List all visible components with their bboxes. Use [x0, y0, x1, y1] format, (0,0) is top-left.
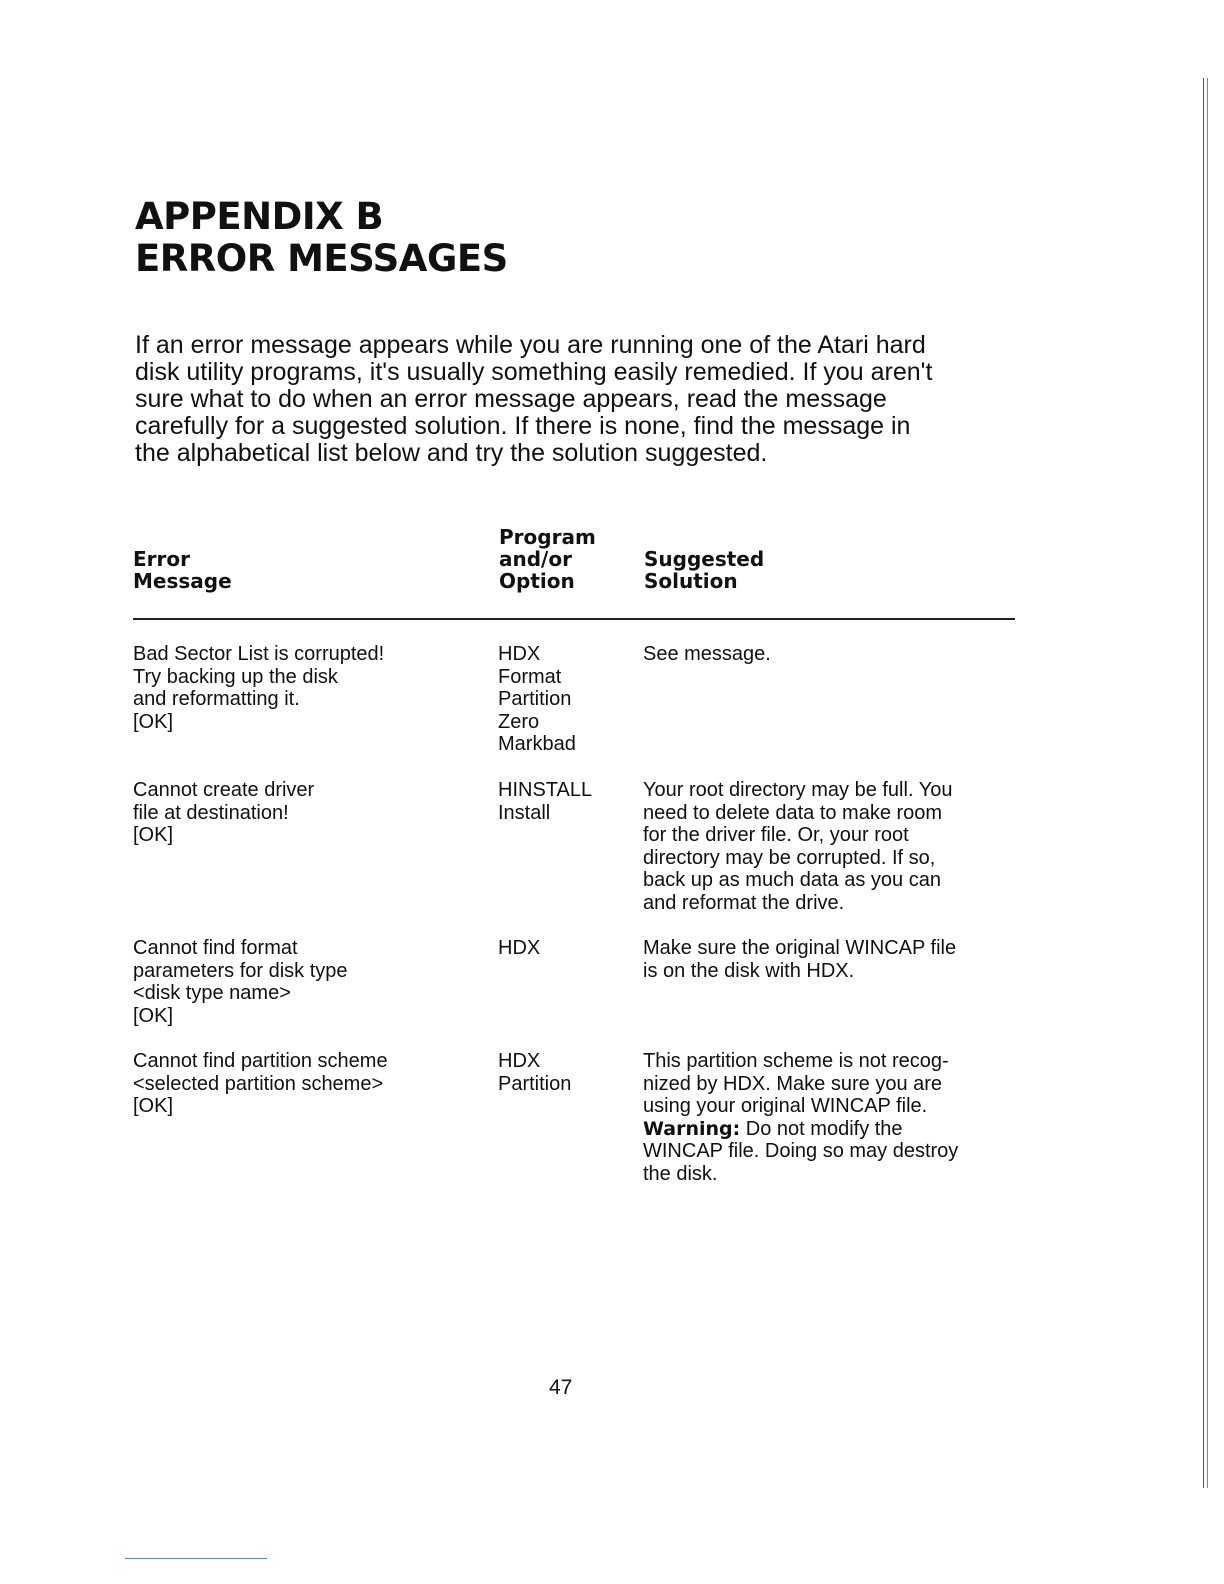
cell-line: using your original WINCAP file.	[643, 1095, 928, 1117]
cell-line: is on the disk with HDX.	[643, 959, 855, 982]
cell-line: HDX	[498, 937, 541, 959]
warning-text: Do not modify the	[740, 1117, 903, 1140]
cell-line: Make sure the original WINCAP file	[643, 937, 957, 959]
scan-edge-line	[1203, 78, 1204, 1488]
suggested-solution-cell	[643, 1050, 1013, 1185]
cell-line: Zero	[498, 710, 540, 733]
error-message-cell	[133, 1050, 463, 1118]
cell-line: HINSTALL	[498, 779, 593, 801]
cell-line: directory may be corrupted. If so,	[643, 846, 936, 869]
cell-line: need to delete data to make room	[643, 801, 943, 824]
title-line-2: ERROR MESSAGES	[135, 237, 508, 280]
cell-line: Cannot find partition scheme	[133, 1050, 388, 1072]
suggested-solution-cell	[643, 643, 1013, 666]
cell-line: Bad Sector List is corrupted!	[133, 643, 385, 665]
cell-line: Cannot create driver	[133, 779, 315, 801]
cell-line: for the driver file. Or, your root	[643, 824, 909, 846]
header-error-message	[133, 548, 232, 592]
cell-line: Partition	[498, 1072, 572, 1095]
page-number: 47	[549, 1376, 573, 1399]
header-text: Option	[499, 569, 575, 593]
page-title	[135, 196, 508, 280]
cell-line: file at destination!	[133, 801, 289, 824]
error-message-cell	[133, 643, 463, 733]
scan-edge-line	[1207, 78, 1208, 1488]
program-option-cell	[498, 937, 638, 960]
cell-line: <disk type name>	[133, 982, 291, 1004]
suggested-solution-cell	[643, 779, 1013, 914]
header-text: Error	[133, 547, 190, 571]
cell-line: Install	[498, 801, 551, 824]
error-message-cell	[133, 937, 463, 1027]
title-line-1: APPENDIX B	[135, 195, 384, 238]
cell-line: the disk.	[643, 1162, 718, 1185]
header-program-option	[499, 526, 596, 592]
cell-line: Your root directory may be full. You	[643, 779, 953, 801]
cell-line: back up as much data as you can	[643, 869, 941, 891]
cell-line: and reformatting it.	[133, 688, 300, 710]
intro-line: disk utility programs, it's usually something easily remedied. If you aren't	[135, 358, 933, 386]
header-text: and/or	[499, 547, 572, 571]
cell-line: Partition	[498, 688, 572, 710]
cell-line: Format	[498, 665, 562, 688]
cell-line: Markbad	[498, 733, 576, 755]
cell-line: HDX	[498, 643, 541, 665]
header-text: Message	[133, 569, 232, 593]
program-option-cell	[498, 643, 638, 756]
cell-line: parameters for disk type	[133, 959, 348, 982]
program-option-cell	[498, 779, 638, 824]
cell-line: nized by HDX. Make sure you are	[643, 1072, 943, 1095]
header-text: Suggested	[644, 547, 765, 571]
header-text: Solution	[644, 569, 738, 593]
error-table-header	[133, 520, 1015, 620]
suggested-solution-cell	[643, 937, 1013, 982]
error-message-cell	[133, 779, 463, 847]
cell-line: Cannot find format	[133, 937, 298, 959]
cell-line: WINCAP file. Doing so may destroy	[643, 1140, 959, 1162]
cell-line: and reformat the drive.	[643, 891, 845, 914]
program-option-cell	[498, 1050, 638, 1095]
cell-line: [OK]	[133, 1095, 174, 1117]
cell-line: [OK]	[133, 710, 174, 733]
header-suggested-solution	[644, 548, 764, 592]
header-text: Program	[499, 525, 596, 549]
warning-line	[643, 1118, 1013, 1141]
intro-line: the alphabetical list below and try the solution suggested.	[135, 439, 768, 467]
intro-paragraph	[135, 332, 1015, 467]
intro-line: carefully for a suggested solution. If there is none, find the message in	[135, 412, 911, 440]
footer-rule	[125, 1558, 267, 1559]
cell-line: Try backing up the disk	[133, 665, 338, 688]
intro-line: If an error message appears while you are running one of the Atari hard	[135, 331, 926, 359]
cell-line: [OK]	[133, 1004, 174, 1027]
cell-line: This partition scheme is not recog-	[643, 1050, 949, 1072]
cell-line: <selected partition scheme>	[133, 1072, 384, 1095]
intro-line: sure what to do when an error message appears, read the message	[135, 385, 887, 413]
cell-line: [OK]	[133, 824, 174, 846]
cell-line: See message.	[643, 643, 771, 665]
cell-line: HDX	[498, 1050, 541, 1072]
warning-label: Warning:	[643, 1117, 741, 1140]
